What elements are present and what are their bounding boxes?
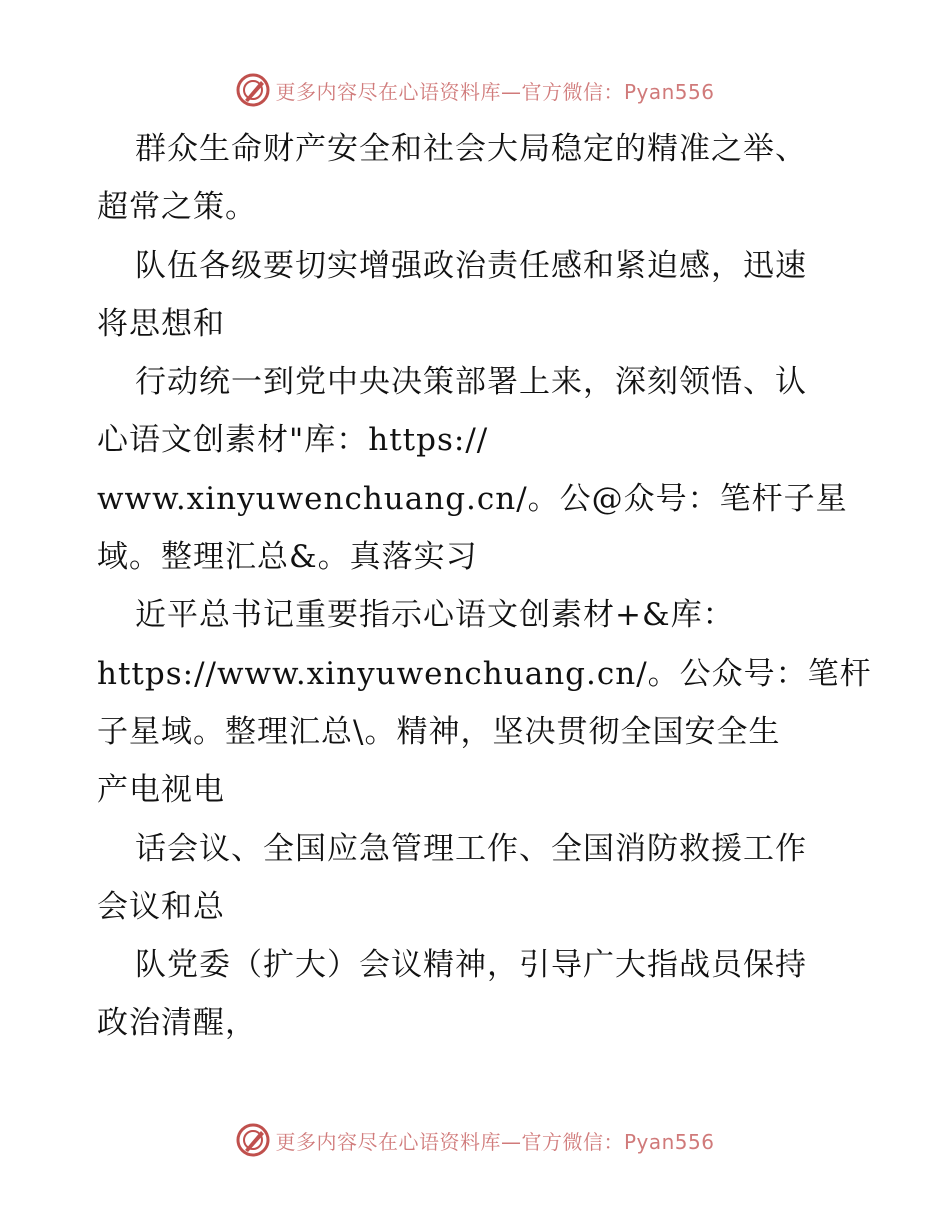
pen-logo-icon <box>235 1122 271 1158</box>
text-line: 话会议、全国应急管理工作、全国消防救援工作 <box>135 830 807 867</box>
pen-logo-icon <box>235 72 271 108</box>
watermark-text: 更多内容尽在心语资料库—官方微信：Pyan556 <box>275 79 715 104</box>
text-line: 心语文创素材"库：https:// <box>97 422 489 459</box>
text-line: https://www.xinyuwenchuang.cn/。公众号：笔杆 <box>97 655 872 692</box>
document-body <box>97 120 872 1053</box>
text-line: 近平总书记重要指示心语文创素材+&库： <box>135 597 735 634</box>
text-line: 队党委（扩大）会议精神，引导广大指战员保持 <box>135 947 807 984</box>
text-line: 行动统一到党中央决策部署上来，深刻领悟、认 <box>135 364 807 401</box>
text-line: 队伍各级要切实增强政治责任感和紧迫感，迅速 <box>135 247 807 284</box>
text-line: 域。整理汇总&。真落实习 <box>97 539 478 576</box>
text-line: www.xinyuwenchuang.cn/。公@众号：笔杆子星 <box>97 480 848 517</box>
text-line: 政治清醒， <box>97 1005 257 1042</box>
text-line: 群众生命财产安全和社会大局稳定的精准之举、 <box>135 131 807 167</box>
watermark-text: 更多内容尽在心语资料库—官方微信：Pyan556 <box>275 1129 715 1154</box>
header-watermark <box>0 70 950 110</box>
text-line: 将思想和 <box>97 305 225 342</box>
footer-watermark <box>0 1120 950 1160</box>
text-line: 子星域。整理汇总\。精神，坚决贯彻全国安全生 <box>97 713 781 750</box>
text-line: 会议和总 <box>97 888 225 925</box>
text-line: 产电视电 <box>97 772 225 809</box>
text-line: 超常之策。 <box>97 189 257 226</box>
